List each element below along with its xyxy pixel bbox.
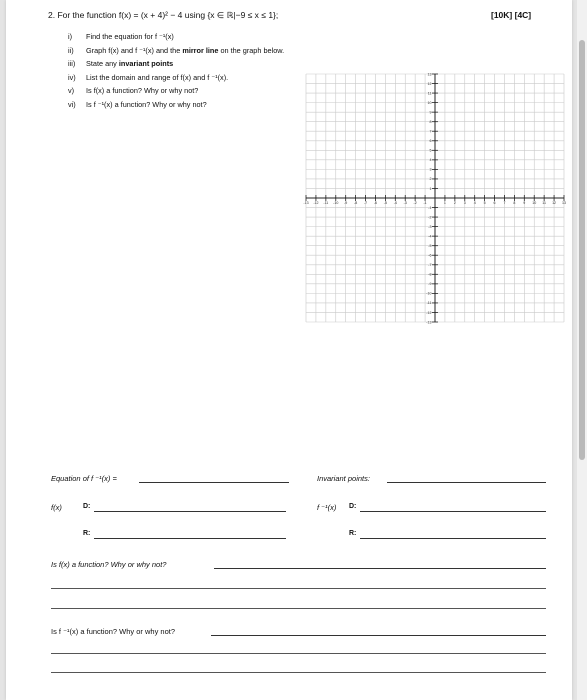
y-tick-label: -4	[428, 234, 432, 239]
x-tick-label: 6	[493, 201, 496, 205]
x-tick-label: 8	[513, 201, 516, 205]
coordinate-grid[interactable]	[302, 70, 568, 331]
subitem-iii: iii) State any invariant points	[68, 59, 174, 68]
fx-range-line[interactable]	[94, 538, 286, 539]
grid-svg	[302, 70, 568, 326]
y-tick-label: -5	[428, 243, 432, 248]
x-tick-label: 7	[503, 201, 506, 205]
y-tick-label: -11	[426, 301, 432, 306]
equation-answer-line[interactable]	[139, 482, 289, 483]
y-tick-label: 9	[429, 110, 432, 115]
y-tick-label: -8	[428, 272, 432, 277]
y-tick-label: -3	[428, 224, 432, 229]
y-tick-label: 8	[429, 119, 432, 124]
y-tick-label: 12	[427, 81, 432, 86]
worksheet-page	[6, 0, 572, 700]
x-tick-label: -5	[383, 201, 387, 205]
y-tick-label: -7	[428, 263, 432, 268]
q6-rule-1[interactable]	[51, 653, 546, 654]
y-tick-label: -9	[428, 282, 432, 287]
x-tick-label: 9	[523, 201, 526, 205]
y-tick-label: -2	[428, 215, 432, 220]
scrollbar[interactable]	[577, 0, 587, 700]
q6-rule-2[interactable]	[51, 672, 546, 673]
x-tick-label: -6	[373, 201, 378, 205]
x-tick-label: 5	[483, 201, 486, 205]
y-tick-label: 11	[427, 91, 432, 96]
y-tick-label: 13	[427, 72, 432, 77]
q6-label: Is f ⁻¹(x) a function? Why or why not?	[51, 627, 176, 636]
question-title: 2. For the function f(x) = (x + 4)² − 4 using {x ∈ ℝ|−9 ≤ x ≤ 1};	[48, 10, 279, 20]
subitem-ii: ii) Graph f(x) and f ⁻¹(x) and the mirror line on the graph below.	[68, 45, 285, 55]
y-tick-label: 3	[429, 167, 432, 172]
finv-range-label: R:	[349, 530, 357, 537]
y-tick-label: 1	[429, 186, 432, 191]
equation-label: Equation of f ⁻¹(x) =	[51, 474, 117, 483]
q6-answer-line[interactable]	[211, 635, 546, 636]
y-tick-label: 4	[429, 158, 432, 163]
x-tick-label: 10	[532, 201, 537, 205]
subitem-i: i) Find the equation for f ⁻¹(x)	[68, 32, 174, 41]
x-tick-label: 3	[463, 201, 466, 205]
finv-domain-line[interactable]	[360, 511, 546, 512]
x-tick-label: 1	[443, 201, 446, 205]
q5-answer-line[interactable]	[214, 568, 546, 569]
y-tick-label: 2	[429, 177, 432, 182]
finv-domain-label: D:	[349, 503, 357, 510]
invariant-label: Invariant points:	[317, 474, 370, 483]
scrollbar-thumb[interactable]	[579, 40, 585, 460]
invariant-answer-line[interactable]	[387, 482, 546, 483]
x-tick-label: 11	[542, 201, 547, 205]
y-tick-label: 6	[429, 139, 432, 144]
y-tick-label: 10	[427, 100, 432, 105]
subitem-v: v) Is f(x) a function? Why or why not?	[68, 86, 199, 95]
x-tick-label: -13	[303, 201, 309, 205]
x-tick-label: 13	[562, 201, 566, 205]
y-tick-label: -6	[428, 253, 432, 258]
x-tick-label: -7	[363, 201, 368, 205]
y-tick-label: -10	[426, 291, 432, 296]
subitem-vi: vi) Is f ⁻¹(x) a function? Why or why not?	[68, 99, 207, 109]
q5-rule-2[interactable]	[51, 608, 546, 609]
subitem-list	[68, 30, 284, 111]
fx-range-label: R:	[83, 530, 91, 537]
x-tick-label: 2	[453, 201, 456, 205]
finv-label: f ⁻¹(x)	[317, 503, 337, 512]
y-tick-label: 5	[429, 148, 432, 153]
q5-rule-1[interactable]	[51, 588, 546, 589]
y-tick-label: -13	[426, 320, 432, 325]
x-tick-label: -9	[344, 201, 348, 205]
x-tick-label: -3	[403, 201, 407, 205]
x-tick-label: -11	[323, 201, 329, 205]
subitem-iv: iv) List the domain and range of f(x) and f ⁻¹(x).	[68, 72, 229, 82]
x-tick-label: 4	[473, 201, 476, 205]
x-tick-label: -4	[393, 201, 397, 205]
x-tick-label: -12	[313, 201, 319, 205]
y-tick-label: -1	[428, 205, 432, 210]
y-tick-label: 7	[429, 129, 432, 134]
x-tick-label: -8	[354, 201, 358, 205]
x-tick-label: -10	[333, 201, 339, 205]
finv-range-line[interactable]	[360, 538, 546, 539]
x-tick-label: -1	[423, 201, 427, 205]
fx-label: f(x)	[51, 503, 62, 512]
q5-label: Is f(x) a function? Why or why not?	[51, 560, 167, 569]
fx-domain-line[interactable]	[94, 511, 286, 512]
y-tick-label: -12	[426, 310, 432, 315]
x-tick-label: 12	[552, 201, 557, 205]
fx-domain-label: D:	[83, 503, 91, 510]
x-tick-label: -2	[413, 201, 417, 205]
marks-label: [10K] [4C]	[491, 10, 532, 20]
